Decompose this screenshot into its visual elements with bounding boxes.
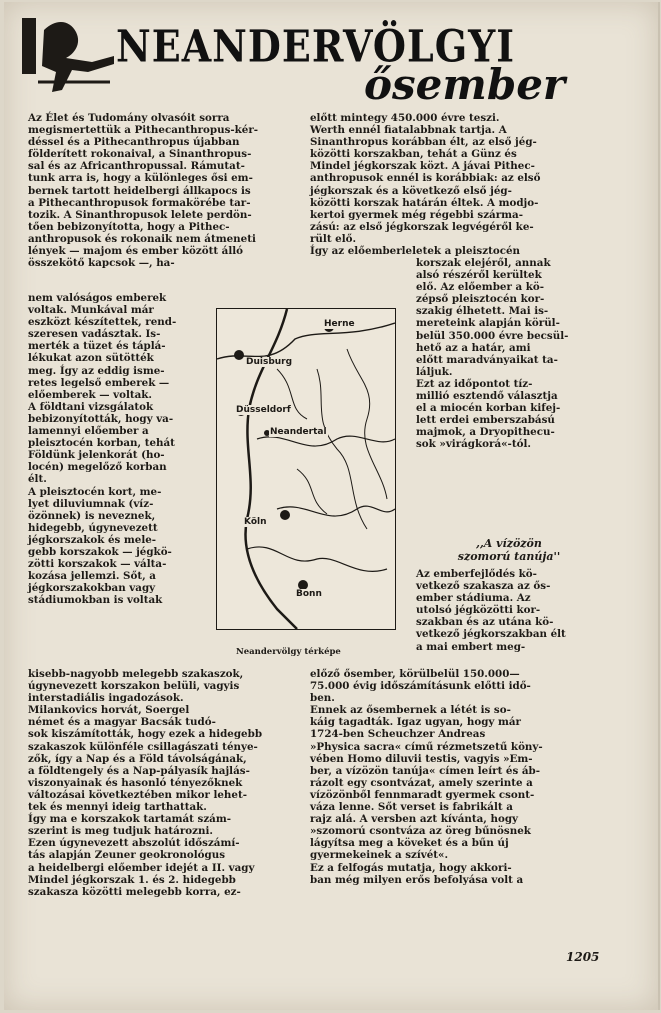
newspaper-page	[4, 2, 660, 1010]
map-label-dusseldorf: Düsseldorf	[236, 405, 291, 415]
section-heading: ,,A vízözön szomorú tanúja''	[457, 537, 561, 563]
map-rivers	[217, 309, 395, 629]
page-number: 1205	[566, 950, 600, 964]
map-label-neandertal: Neandertal	[270, 427, 327, 437]
article-subtitle: ősember	[364, 60, 566, 109]
map-label-duisburg: Duisburg	[246, 357, 293, 367]
map-label-koln: Köln	[244, 517, 267, 527]
map-label-bonn: Bonn	[296, 589, 322, 599]
right-column-top: előtt mintegy 450.000 évre teszi. Werth ennél fiatalabbnak tartja. A Sinanthropus korábban élt, az első jég- közötti korszakban, tehát a Günz és Mindel jégkorszak közt. A jávai Pithec- anthropusok ennél is korábbiak: az első jégkorszak és a következő első jég- közötti korszak határán éltek. A modjo- kertoi gyermek még régebbi szárma- zású: az első jégkorszak legvégéről ke- rült elő. Így az előemberleletek a pleisztocén	[310, 112, 541, 258]
map-label-herne: Herne	[324, 319, 355, 329]
map-caption: Neandervölgy térképe	[236, 647, 341, 657]
neander-valley-map	[216, 308, 396, 630]
right-column-mid: Az emberfejlődés kö- vetkező szakasza az ős- ember stádiuma. Az utolsó jégközötti kor- szakban és az utána kö- vetkező jégkorszakban élt a mai embert meg-	[416, 568, 566, 653]
left-column-bottom: kisebb-nagyobb melegebb szakaszok, úgynevezett korszakon belüli, vagyis interstadiális ingadozások. Milankovics horvát, Soergel német és a magyar Bacsák tudó- sok kiszámították, hogy ezek a hidegebb szakaszok különféle csillagászati ténye- zők, így a Nap és a Föld távolságának, a földtengely és a Nap-pályasík hajlás- viszonyainak és hasonló tényezőknek változásai következtében mikor lehet- tek és mennyi ideig tarthattak. Így ma e korszakok tartamát szám- szerint is meg tudjuk határozni. Ezen úgynevezett abszolút időszámí- tás alapján Zeuner geokronológus a heidelbergi előember idejét a II. vagy Mindel jégkorszak 1. és 2. hidegebb szakasza közötti melegebb korra, ez-	[28, 668, 263, 898]
left-column-top: Az Élet és Tudomány olvasóit sorra megismertettük a Pithecanthropus-kér- déssel és a Pithecanthropus újabban földerített rokonaival, a Sinanthropus- sal és az Africanthropussal. Rámutat- tunk arra is, hogy a különleges ősi em- bernek tartott heidelbergi állkapocs is a Pithecanthropusok formakörébe tar- tozik. A Sinanthropusok lelete perdön- tően bebizonyította, hogy a Pithec- anthropusok és rokonaik nem átmeneti lények — majom és ember között álló összekötő kapcsok —, ha-	[28, 112, 259, 270]
right-column-narrow: korszak elejéről, annak alsó részéről kerültek elő. Az előember a kö- zépső pleisztocén kor- szakig élhetett. Mai is- mereteink alapján körül- belül 350.000 évre becsül- hető az a határ, ami előtt maradványaikat ta- láljuk. Ezt az időpontot tíz- millió esztendő választja el a miocén korban kifej- lett erdei emberszabású majmok, a Dryopithecu- sok »virágkorá«-tól.	[416, 257, 569, 451]
right-column-bottom: előző ősember, körülbelül 150.000— 75.000 évig időszámításunk előtti idő- ben. Ennek az ősembernek a létét is so- káig tagadták. Igaz ugyan, hogy már 1724-ben Scheuchzer Andreas »Physica sacra« című rézmetszetű köny- vében Homo diluvii testis, vagyis »Em- ber, a vízözön tanúja« címen leírt és áb- rázolt egy csontvázat, amely szerinte a vízözönből fennmaradt gyermek csont- váza lenne. Sőt verset is fabrikált a rajz alá. A versben azt kívánta, hogy »szomorú csontváza az öreg bűnösnek lágyítsa meg a köveket és a bűn új gyermekeinek a szívét«. Ez a felfogás mutatja, hogy akkori- ban még milyen erős befolyása volt a	[310, 668, 543, 886]
article-title: NEANDERVÖLGYI	[116, 20, 516, 72]
left-column-narrow: nem valóságos emberek voltak. Munkával már eszközt készítettek, rend- szeresen vadásztak. Is- merték a tüzet és táplá- lékukat azon sütötték meg. Így az eddig isme- retes legelső emberek — előemberek — voltak. A földtani vizsgálatok bebizonyították, hogy va- lamennyi előember a pleisztocén korban, tehát Földünk jelenkorát (ho- locén) megelőző korban élt. A pleisztocén kort, me- lyet diluviumnak (víz- özönnek) is neveznek, hidegebb, úgynevezett jégkorszakok és mele- gebb korszakok — jégkö- zötti korszakok — válta- kozása jellemzi. Sőt, a jégkorszakokban vagy stádiumokban is voltak	[28, 292, 177, 607]
neanderthal-figure-logo	[22, 12, 118, 98]
